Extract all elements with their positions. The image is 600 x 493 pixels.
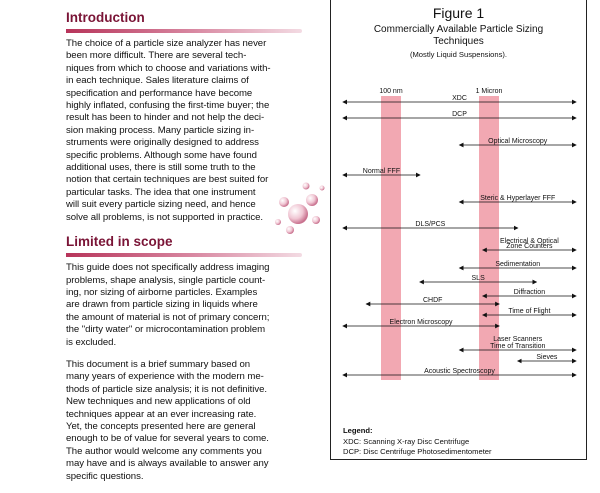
technique-label: Sieves: [536, 354, 558, 361]
technique-label: Electron Microscopy: [389, 319, 453, 326]
technique-label: SLS: [471, 275, 485, 282]
heading-rule: [66, 29, 302, 33]
legend-heading: Legend:: [343, 426, 373, 435]
size-band-0: [381, 96, 401, 380]
technique-label: Time of Transition: [490, 343, 546, 350]
technique-label: XDC: [452, 95, 467, 102]
band-label: 1 Micron: [475, 88, 503, 95]
figure-panel: [330, 0, 587, 460]
technique-label: Steric & Hyperlayer FFF: [480, 195, 556, 202]
band-label: 100 nm: [379, 88, 403, 95]
legend-item-dcp: DCP: Disc Centrifuge Photosedimentometer: [343, 447, 492, 456]
technique-label: Zone Counters: [506, 243, 553, 250]
technique-label: Laser Scanners: [493, 336, 543, 343]
technique-label: DLS/PCS: [415, 221, 446, 228]
scope-paragraph-2: This document is a brief summary based on many years of experience with the modern me- thods of particle size analysis; it is not definitive. New techniques and new applications of old techniques appear at an ever increasing rate. Yet, the concepts presented here are general enough to be of value for several years to come. The author would welcome any comments you may have and is always available to answer any specific questions.: [66, 358, 269, 482]
technique-label: Acoustic Spectroscopy: [424, 368, 495, 375]
technique-range-diagram: [331, 0, 588, 420]
figure-note: (Mostly Liquid Suspensions).: [409, 50, 508, 59]
technique-label: CHDF: [422, 297, 443, 304]
limited-in-scope-heading: Limited in scope: [66, 234, 173, 250]
technique-label: DCP: [452, 111, 467, 118]
legend-item-xdc: XDC: Scanning X-ray Disc Centrifuge: [343, 437, 470, 446]
figure-subtitle-line2: Techniques: [433, 36, 484, 47]
decorative-bubbles: [268, 178, 328, 238]
technique-label: Electrical & Optical: [500, 238, 559, 245]
figure-title: Figure 1: [432, 5, 485, 21]
heading-rule: [66, 253, 302, 257]
technique-label: Normal FFF: [362, 168, 401, 175]
technique-label: Diffraction: [513, 289, 546, 296]
introduction-heading: Introduction: [66, 10, 145, 25]
technique-label: Time of Flight: [508, 308, 551, 315]
technique-label: Optical Microscopy: [488, 138, 548, 145]
technique-label: Sedimentation: [495, 261, 541, 268]
scope-paragraph-1: This guide does not specifically address imaging problems, shape analysis, single particle count- ing, nor sizing of airborne particles. Examples are drawn from particle sizing in liquids where the amount of material is not of primary concern; the "dirty water" or microcontamination problem is excluded.: [66, 262, 270, 348]
text-column: [66, 10, 302, 493]
figure-subtitle-line1: Commercially Available Particle Sizing: [373, 24, 544, 35]
introduction-paragraph: The choice of a particle size analyzer has never been more difficult. There are several tech- niques from which to choose and variations with- in each technique. Sales literature claims of specification and performance have become highly inflated, confusing the first-time buyer; the result has been to hinder and not help the deci- sion making process. Many particle sizing in- struments were originally designed to address specific problems. Although some have found additional uses, there is still some truth to the notion that certain techniques are best suited for particular tasks. The idea that one instrument will suit every particle sizing need, and hence solve all problems, is not supported in practice.: [66, 38, 271, 223]
